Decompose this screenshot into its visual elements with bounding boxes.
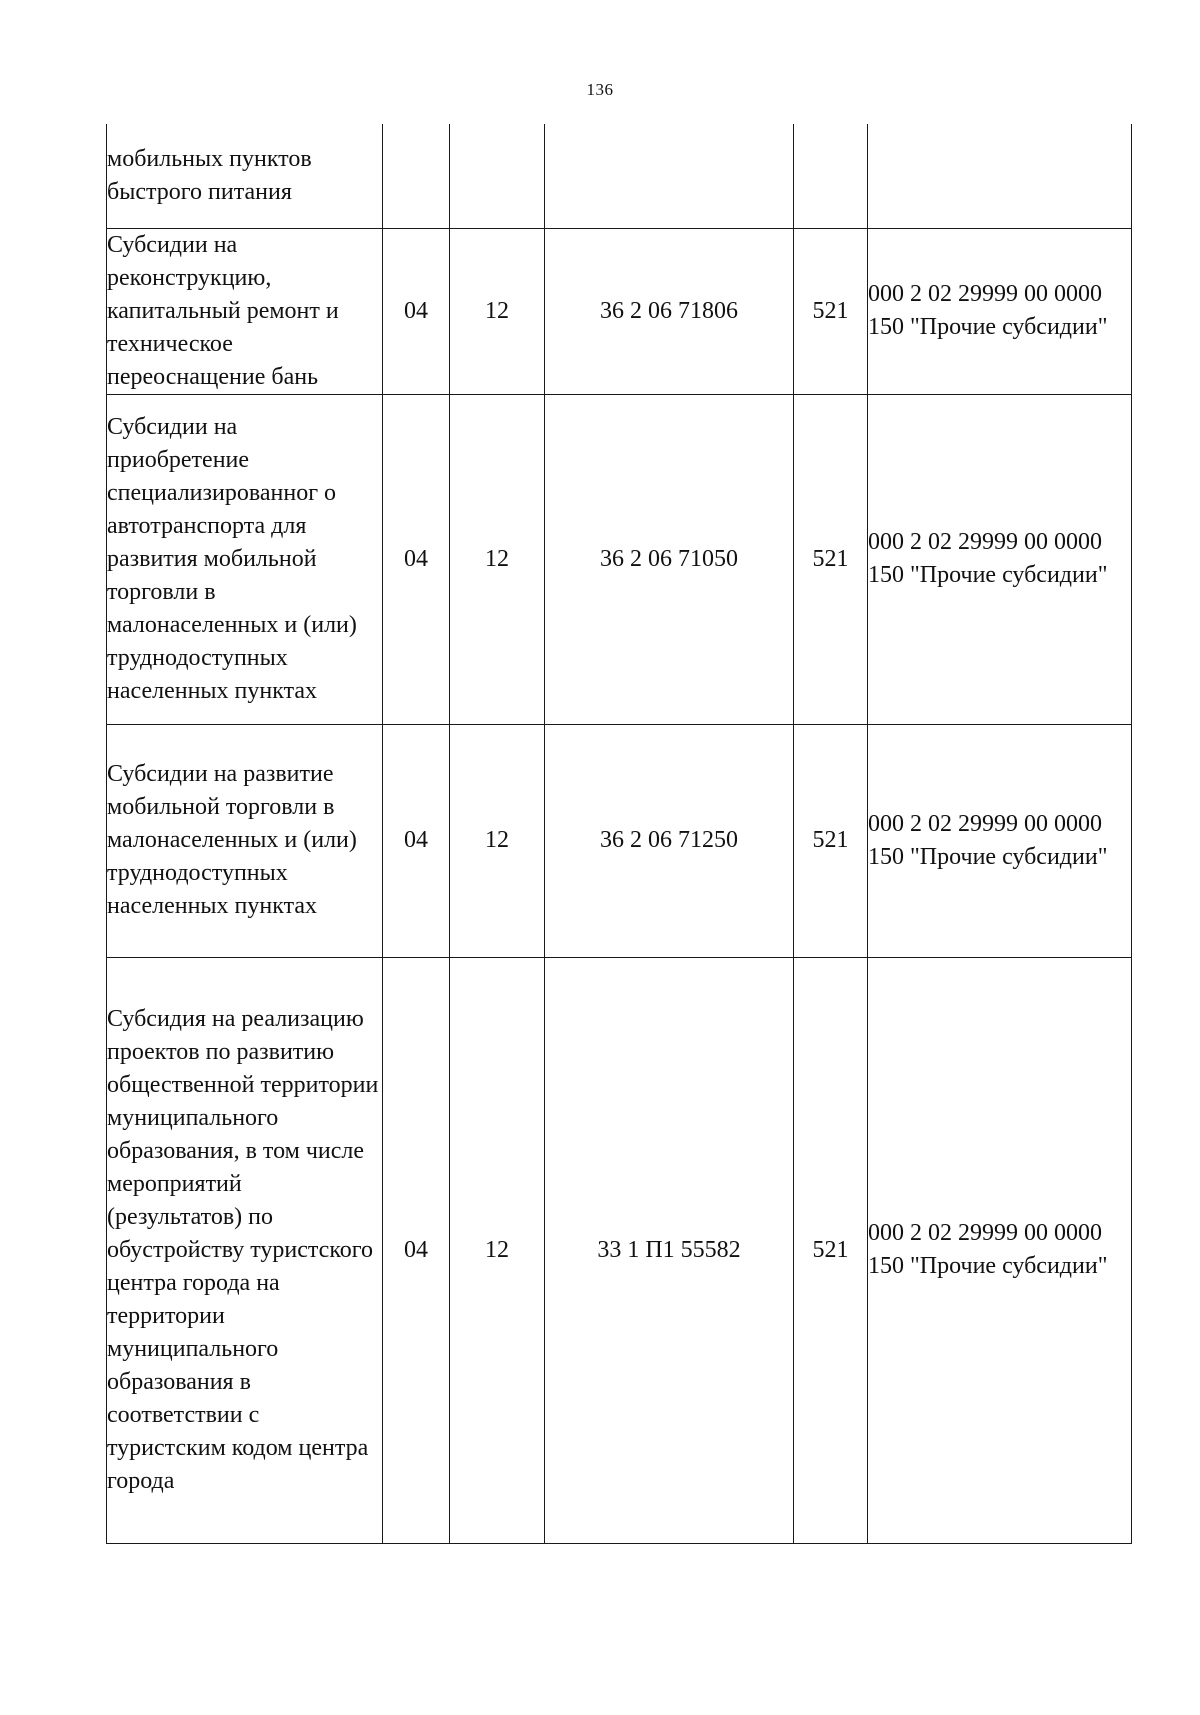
subsection-cell: 12: [450, 228, 545, 394]
row-name-cell: [107, 124, 383, 228]
table-row: [107, 124, 1132, 228]
section-cell: [383, 124, 450, 228]
expense-type-cell: 521: [794, 957, 868, 1543]
row-name-cell: [107, 957, 383, 1543]
table-row: [107, 724, 1132, 957]
income-code-cell: 000 2 02 29999 00 0000 150 "Прочие субсидии": [868, 724, 1132, 957]
section-cell: 04: [383, 394, 450, 724]
target-article-cell: 33 1 П1 55582: [545, 957, 794, 1543]
row-name: Субсидии на приобретение специализированног о автотранспорта для развития мобильной торговли в малонаселенных и (или) труднодоступных населенных пунктах: [107, 413, 357, 704]
table-row: [107, 228, 1132, 394]
expense-type-cell: 521: [794, 228, 868, 394]
budget-classification-table: [106, 124, 1132, 1544]
income-code-cell: 000 2 02 29999 00 0000 150 "Прочие субсидии": [868, 394, 1132, 724]
expense-type-cell: 521: [794, 394, 868, 724]
section-cell: 04: [383, 957, 450, 1543]
income-code-cell: 000 2 02 29999 00 0000 150 "Прочие субсидии": [868, 957, 1132, 1543]
target-article-cell: 36 2 06 71050: [545, 394, 794, 724]
row-name: Субсидии на развитие мобильной торговли в малонаселенных и (или) труднодоступных населенных пунктах: [107, 761, 357, 919]
expense-type-cell: 521: [794, 724, 868, 957]
row-name: Субсидия на реализацию проектов по развитию общественной территории муниципального образования, в том числе мероприятий (результатов) по обустройству туристского центра города на территории муниципального образования в соответствии с туристским кодом центра города: [107, 1005, 379, 1494]
subsection-cell: 12: [450, 394, 545, 724]
subsection-cell: 12: [450, 957, 545, 1543]
page-number: 136: [586, 80, 614, 99]
row-name: мобильных пунктов быстрого питания: [107, 145, 312, 205]
target-article-cell: 36 2 06 71806: [545, 228, 794, 394]
subsection-cell: [450, 124, 545, 228]
section-cell: 04: [383, 724, 450, 957]
expense-type-cell: [794, 124, 868, 228]
row-name-cell: [107, 724, 383, 957]
table-row: [107, 957, 1132, 1543]
income-code-cell: 000 2 02 29999 00 0000 150 "Прочие субсидии": [868, 228, 1132, 394]
income-code-cell: [868, 124, 1132, 228]
row-name-cell: [107, 228, 383, 394]
subsection-cell: 12: [450, 724, 545, 957]
row-name: Субсидии на реконструкцию, капитальный ремонт и техническое переоснащение бань: [107, 231, 339, 390]
target-article-cell: [545, 124, 794, 228]
target-article-cell: 36 2 06 71250: [545, 724, 794, 957]
table-row: [107, 394, 1132, 724]
section-cell: 04: [383, 228, 450, 394]
row-name-cell: [107, 394, 383, 724]
